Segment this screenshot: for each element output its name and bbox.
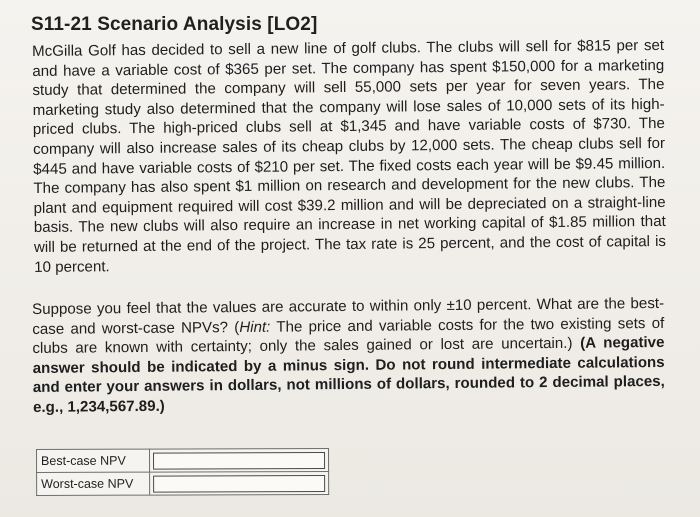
best-case-npv-cell bbox=[150, 448, 329, 472]
best-case-npv-input[interactable] bbox=[153, 451, 325, 469]
answer-row-best-case bbox=[37, 448, 329, 472]
question-paragraph bbox=[32, 294, 665, 418]
answer-table bbox=[36, 448, 329, 496]
answer-instructions: (A negative answer should be indicated by a minus sign. Do not round intermediate calculations and enter your answers in dollars, not millions of dollars, rounded to 2 decimal places, e.g., 1,234,567.89.) bbox=[32, 334, 665, 417]
answer-row-worst-case bbox=[37, 471, 329, 495]
problem-paragraph: McGilla Golf has decided to sell a new line of golf clubs. The clubs will sell for $815 per set and have a variable cost of $365 per set. The company has spent $150,000 for a marketing study that determined the company will sell 55,000 sets per year for seven years. The marketing study also determined that the company will lose sales of 10,000 sets of its high-priced clubs. The high-priced clubs sell at $1,345 and have variable costs of $730. The company will also increase sales of its cheap clubs by 12,000 sets. The cheap clubs sell for $445 and have variable costs of $210 per set. The fixed costs each year will be $9.45 million. The company has also spent $1 million on research and development for the new clubs. The plant and equipment required will cost $39.2 million and will be depreciated on a straight-line basis. The new clubs will also require an increase in net working capital of $1.85 million that will be returned at the end of the project. The tax rate is 25 percent, and the cost of capital is 10 percent. bbox=[32, 36, 667, 276]
hint-label: Hint: bbox=[239, 318, 271, 336]
problem-title: S11-21 Scenario Analysis [LO2] bbox=[31, 14, 318, 35]
problem-body bbox=[32, 36, 667, 418]
hint-text: The price and variable costs for the two existing sets of clubs are known with certainty; only the sales gained or lost are uncertain.) bbox=[32, 314, 665, 358]
worst-case-npv-input[interactable] bbox=[153, 474, 325, 492]
worst-case-npv-label: Worst-case NPV bbox=[37, 472, 150, 495]
best-case-npv-label: Best-case NPV bbox=[37, 449, 150, 472]
question-lead: Suppose you feel that the values are accurate to within only ±10 percent. What are the best-case and worst-case NPVs? ( bbox=[32, 295, 665, 338]
worst-case-npv-cell bbox=[150, 471, 329, 495]
